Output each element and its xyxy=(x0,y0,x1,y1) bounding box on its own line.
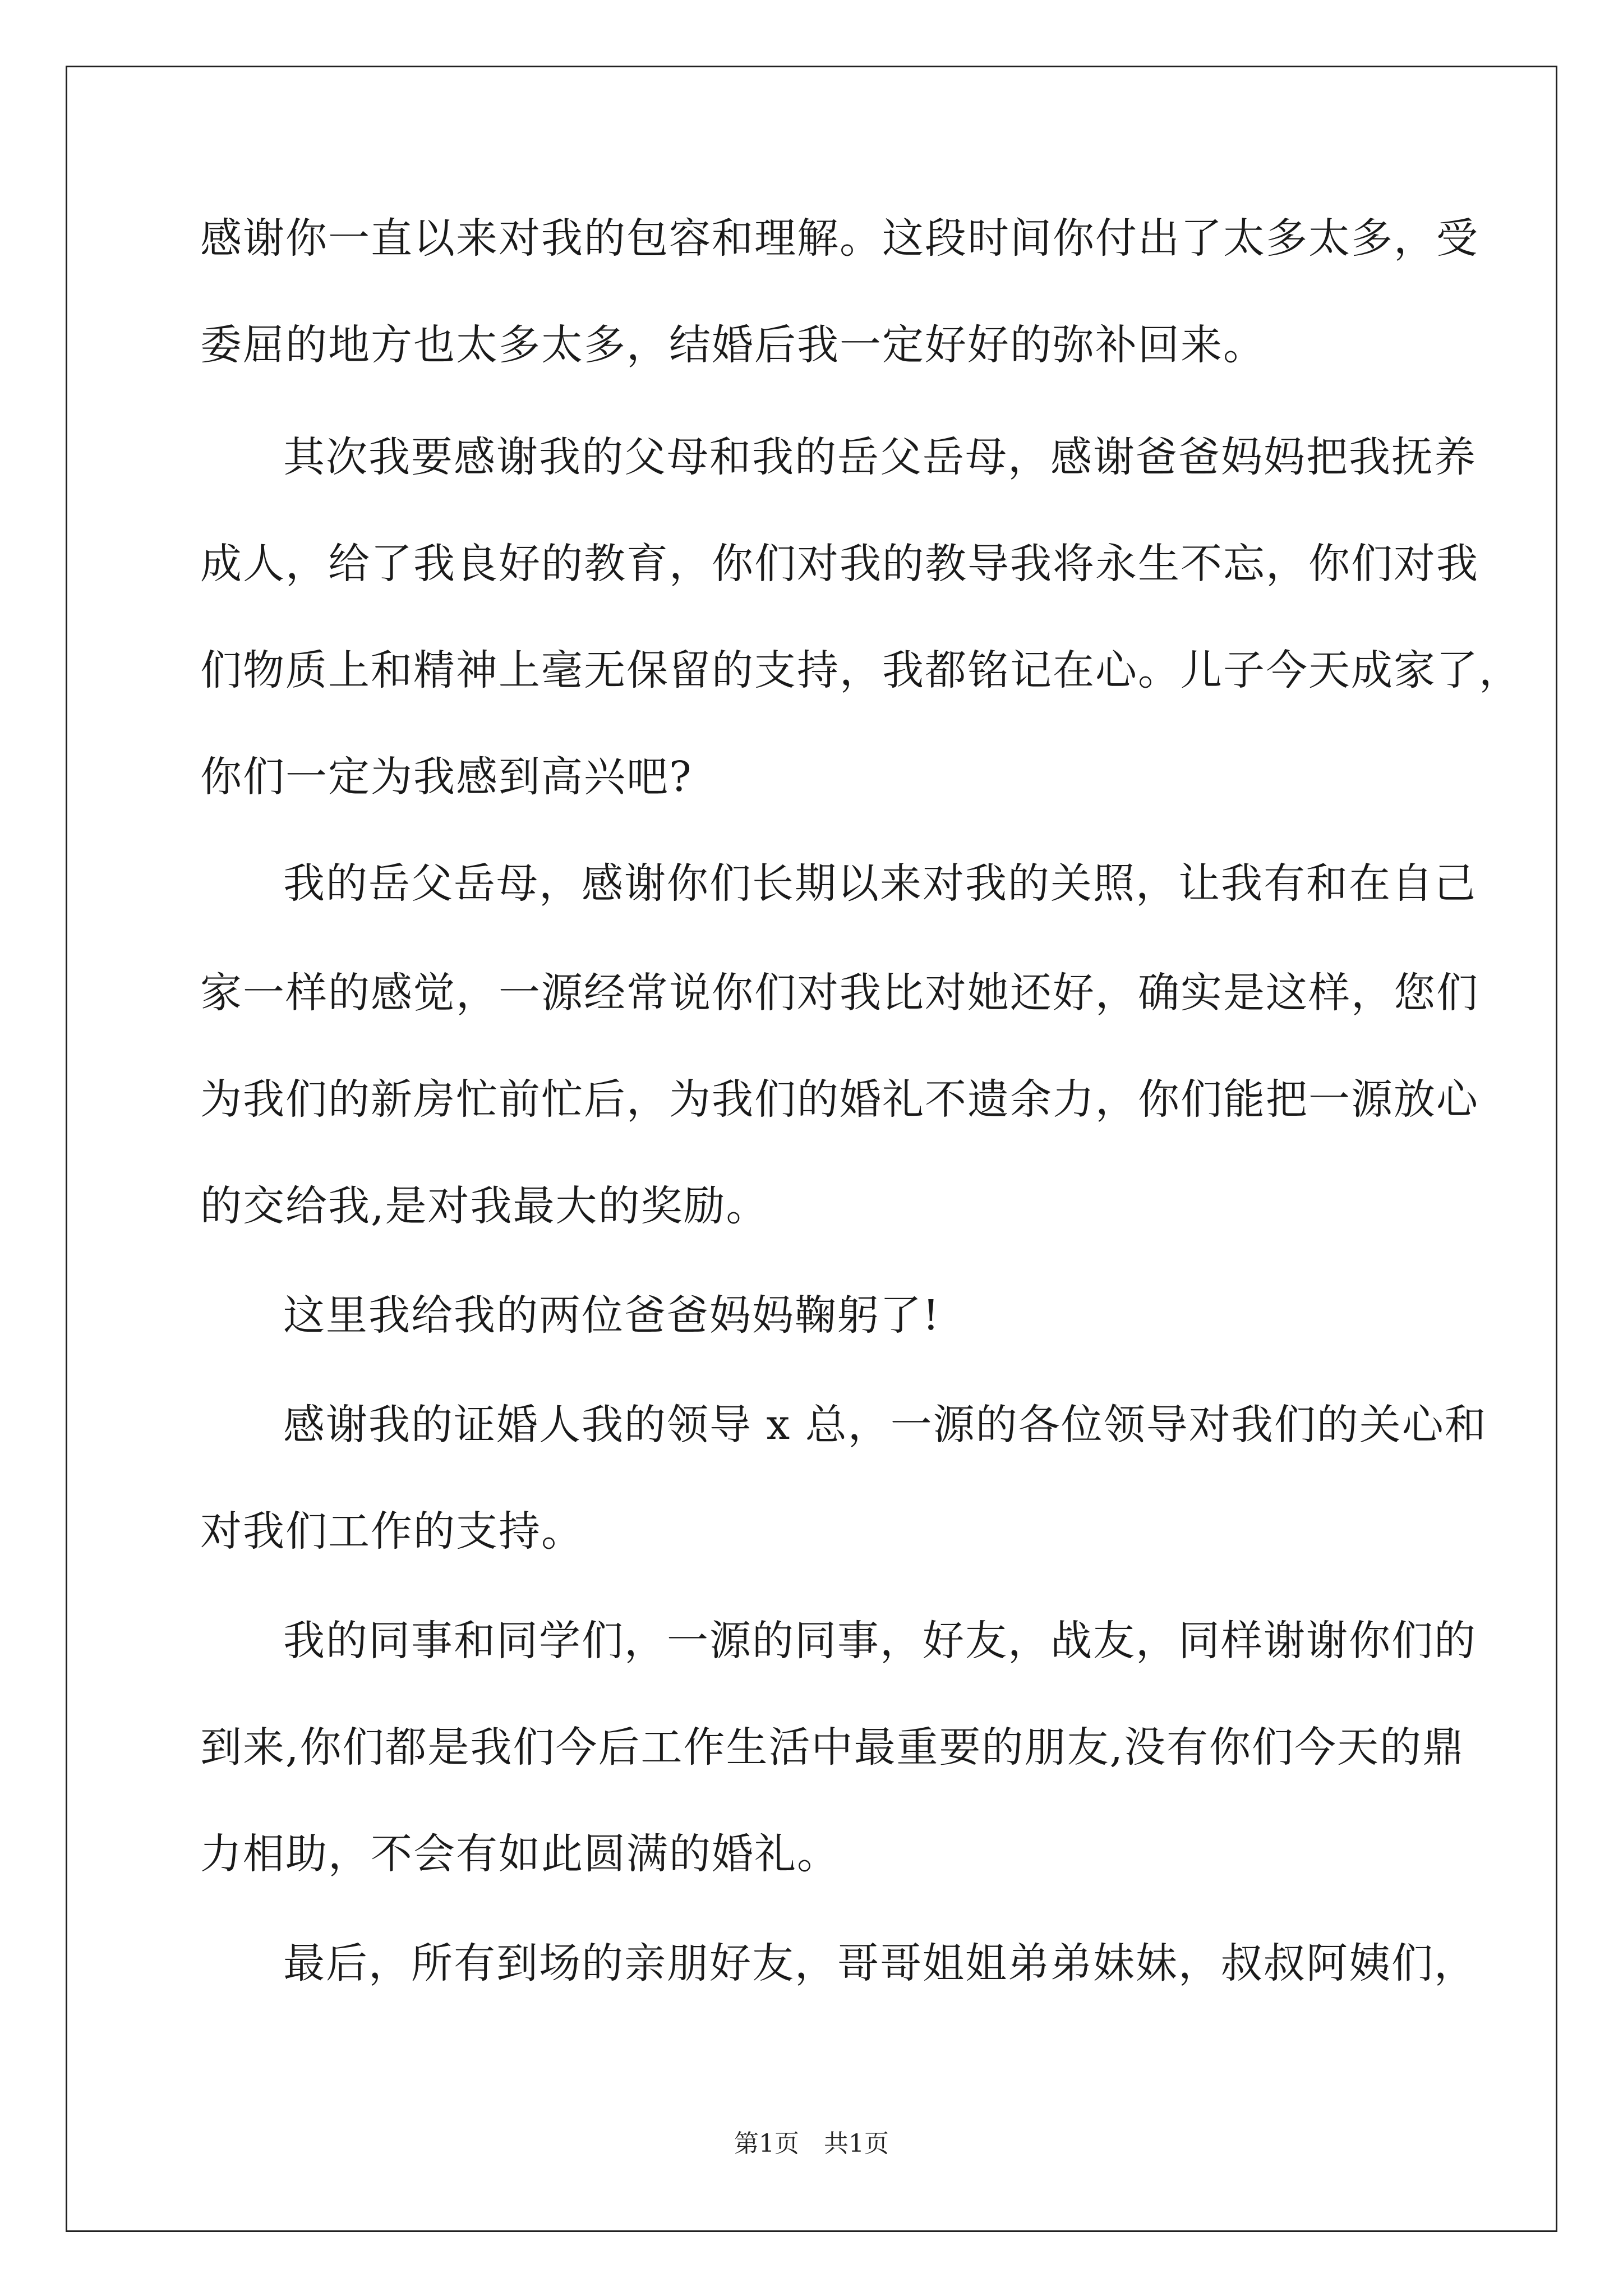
text-line: 我的岳父岳母，感谢你们长期以来对我的关照，让我有和在自己 xyxy=(283,859,1477,908)
text-line: 你们一定为我感到高兴吧? xyxy=(200,753,693,801)
text-line: 其次我要感谢我的父母和我的岳父岳母，感谢爸爸妈妈把我抚养 xyxy=(283,433,1477,481)
text-line: 感谢你一直以来对我的包容和理解。这段时间你付出了太多太多，受 xyxy=(200,214,1479,263)
text-line: 我的同事和同学们，一源的同事，好友，战友，同样谢谢你们的 xyxy=(283,1617,1477,1665)
text-line: 到来,你们都是我们今后工作生活中最重要的朋友,没有你们今天的鼎 xyxy=(200,1723,1465,1772)
text-line: 家一样的感觉，一源经常说你们对我比对她还好，确实是这样，您们 xyxy=(200,969,1479,1017)
text-line: 成人，给了我良好的教育，你们对我的教导我将永生不忘，你们对我 xyxy=(200,540,1479,588)
page-number-footer: 第1页 共1页 xyxy=(734,2129,889,2158)
text-line: 委屈的地方也太多太多，结婚后我一定好好的弥补回来。 xyxy=(200,321,1266,369)
text-line: 感谢我的证婚人我的领导 x 总，一源的各位领导对我们的关心和 xyxy=(283,1401,1487,1449)
text-line: 为我们的新房忙前忙后，为我们的婚礼不遗余力，你们能把一源放心 xyxy=(200,1075,1479,1124)
text-line: 的交给我,是对我最大的奖励。 xyxy=(200,1182,769,1230)
page-border xyxy=(66,66,1557,2232)
text-line: 最后，所有到场的亲朋好友，哥哥姐姐弟弟妹妹，叔叔阿姨们， xyxy=(283,1939,1477,1987)
text-line: 对我们工作的支持。 xyxy=(200,1507,584,1556)
text-line: 们物质上和精神上毫无保留的支持，我都铭记在心。儿子今天成家了， xyxy=(200,646,1521,694)
text-line: 这里我给我的两位爸爸妈妈鞠躬了! xyxy=(283,1291,940,1340)
text-line: 力相助，不会有如此圆满的婚礼。 xyxy=(200,1830,840,1878)
